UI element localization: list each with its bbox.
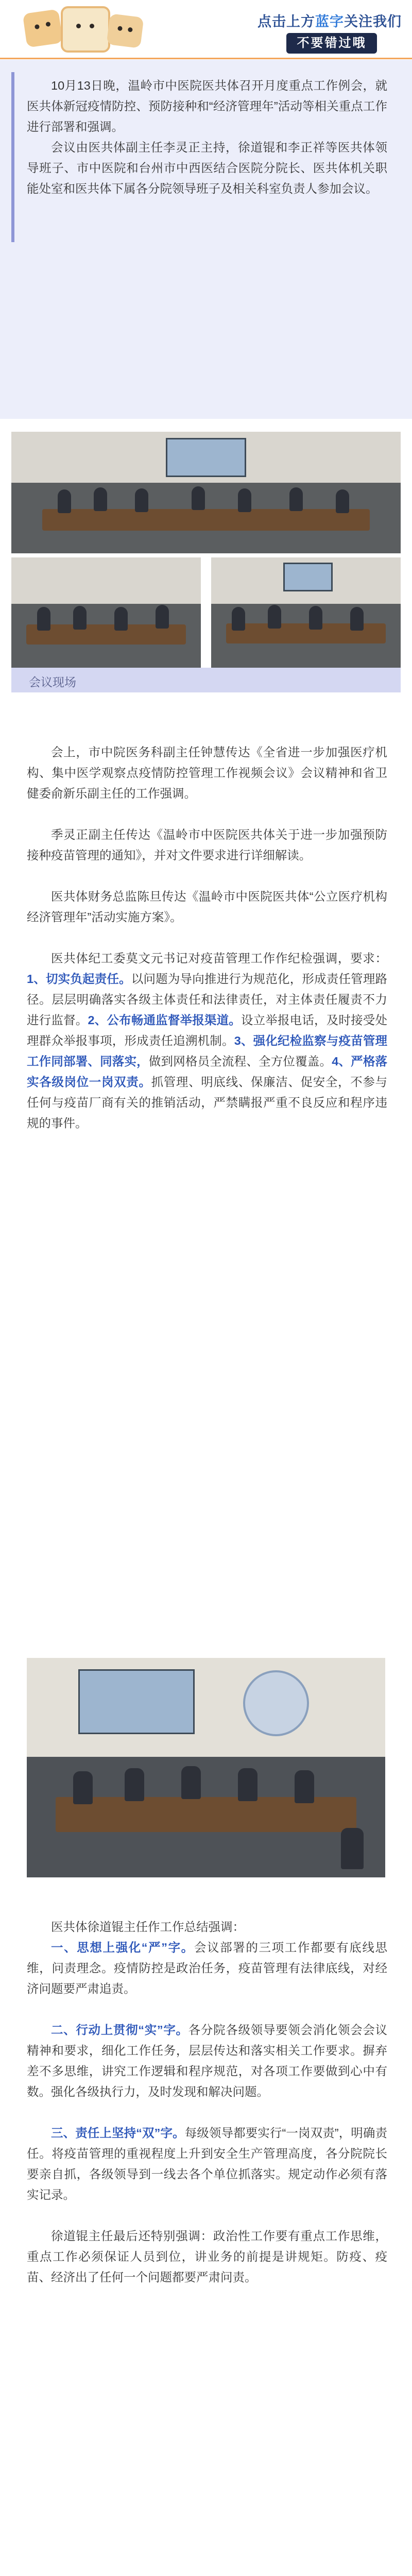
blue-text-link[interactable]: 蓝字 [315, 14, 344, 29]
banner-divider [0, 58, 412, 59]
intro-paragraph-1: 10月13日晚，温岭市中医院医共体召开月度重点工作例会，就医共体新冠疫情防控、预防接种和“经济管理年”活动等相关重点工作进行部署和强调。 [27, 79, 387, 133]
discipline-point-3: 3、强化纪检监察与疫苗管理工作同部署、同落实， [27, 1034, 388, 1068]
discipline-point-2: 2、公布畅通监督举报渠道。 [88, 1013, 241, 1027]
meeting-photo-2 [11, 557, 201, 668]
meeting-photo-3 [211, 557, 401, 668]
intro-accent-bar [11, 72, 14, 242]
follow-prompt[interactable]: 点击上方蓝字关注我们 [258, 14, 402, 29]
photo-caption: 会议现场 [29, 675, 76, 689]
bread-mascot-icon [107, 13, 144, 48]
summary-intro: 医共体徐道锟主任作工作总结强调： [51, 1920, 245, 1934]
bacon-mascot-icon [23, 9, 63, 47]
meeting-photo-1 [11, 432, 401, 553]
dont-miss-tag: 不要错过哦 [286, 33, 377, 54]
summary-point-2: 二、行动上贯彻“实”字。各分院各级领导要领会消化领会会议精神和要求，细化工作任务，层层传达和落实相关工作要求。摒弃差不多思维，讲究工作逻辑和程序规范，对各项工作要做到心中有数。强化各级执行力，及时发现和解决问题。 [27, 2023, 388, 2098]
body-paragraph-3: 医共体财务总监陈旦传达《温岭市中医院医共体“公立医疗机构经济管理年”活动实施方案》。 [27, 890, 387, 924]
summary-final: 徐道锟主任最后还特别强调：政治性工作要有重点工作思维，重点工作必须保证人员到位，讲业务的前提是讲规矩。防疫、疫苗、经济出了任何一个问题都要严肃问责。 [27, 2229, 387, 2284]
summary-text [27, 1917, 387, 2287]
intro-paragraph-2: 会议由医共体副主任李灵正主持，徐道锟和李正祥等医共体领导班子、市中医院和台州市中西医结合医院分院长、医共体机关职能处室和医共体下属各分院领导班子及相关科室负责人参加会议。 [27, 141, 387, 195]
summary-point-3: 三、责任上坚持“双”字。每级领导都要实行“一岗双责”，明确责任。将疫苗管理的重视程度上升到安全生产管理高度，各分院院长要亲自抓，各级领导到一线去各个单位抓落实。规定动作必须有落实记录。 [27, 2126, 388, 2201]
meeting-photo-4 [27, 1658, 385, 1877]
header-banner [0, 0, 412, 61]
body-paragraph-2: 季灵正副主任传达《温岭市中医院医共体关于进一步加强预防接种疫苗管理的通知》，并对文件要求进行详细解读。 [27, 828, 387, 862]
discipline-point-1: 1、切实负起责任。 [27, 972, 131, 986]
discipline-point-4: 4、严格落实各级岗位一岗双责。 [27, 1055, 388, 1089]
body-text [27, 742, 387, 1133]
body-paragraph-4: 医共体纪工委莫文元书记对疫苗管理工作作纪检强调，要求：1、切实负起责任。以问题为导向推进行为规范化，形成责任管理路径。层层明确落实各级主体责任和法律责任，对主体责任履责不力进行监督。2、公布畅通监督举报渠道。设立举报电话，及时接受处理群众举报事项，形成责任追溯机制。3、强化纪检监察与疫苗管理工作同部署、同落实，做到网格员全流程、全方位覆盖。4、严格落实各级岗位一岗双责。抓管理、明底线、保廉洁、促安全，不参与任何与疫苗厂商有关的推销活动，严禁瞒报严重不良反应和程序违规的事件。 [27, 952, 388, 1130]
toast-mascot-icon [61, 6, 110, 53]
summary-point-1: 一、思想上强化“严”字。会议部署的三项工作都要有底线思维，问责理念。疫情防控是政治任务，疫苗管理有法律底线，对经济问题要严肃追责。 [27, 1941, 388, 1995]
body-paragraph-1: 会上，市中院医务科副主任钟慧传达《全省进一步加强医疗机构、集中医学观察点疫情防控管理工作视频会议》会议精神和省卫健委俞新乐副主任的工作强调。 [27, 745, 387, 800]
intro-text [27, 75, 387, 199]
